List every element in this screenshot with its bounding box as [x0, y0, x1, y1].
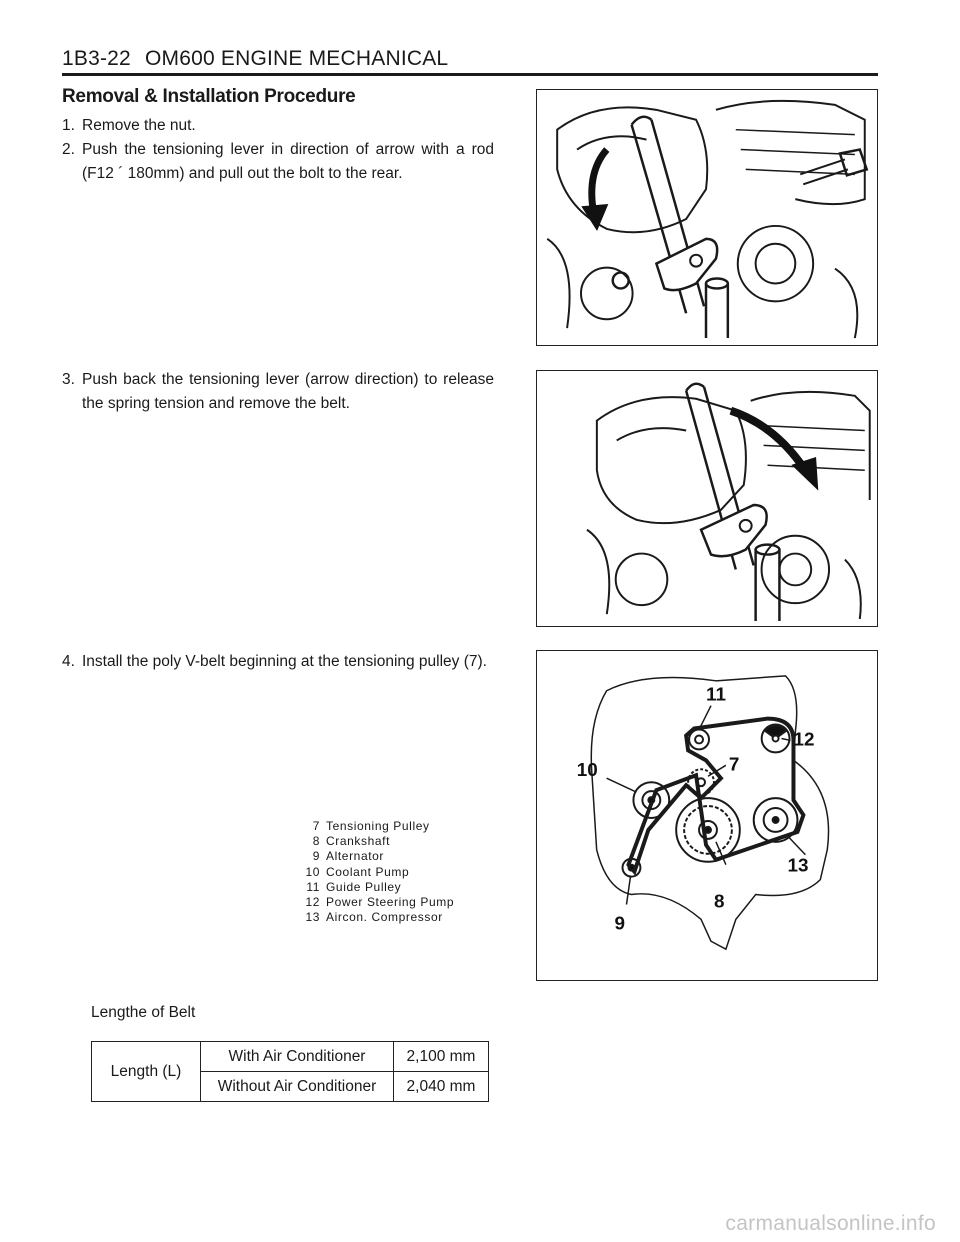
header-rule [62, 73, 878, 76]
legend-item [298, 865, 454, 880]
legend-label: Crankshaft [326, 834, 391, 849]
step-number: 1. [62, 117, 75, 134]
legend-number: 11 [306, 879, 320, 894]
condition-cell: Without Air Conditioner [201, 1072, 394, 1102]
legend-item [298, 880, 454, 895]
step-number: 3. [62, 371, 75, 388]
callout-13: 13 [787, 855, 809, 877]
belt-length-table [91, 1041, 489, 1102]
value-cell: 2,100 mm [394, 1042, 489, 1072]
figure-tensioner-release [536, 370, 878, 627]
legend-label: Alternator [326, 849, 385, 864]
legend-number: 9 [312, 849, 320, 864]
engine-illustration-1 [537, 90, 877, 345]
figure-legend [298, 819, 454, 925]
value-cell: 2,040 mm [394, 1072, 489, 1102]
step-text: Remove the nut. [82, 117, 196, 134]
legend-item [298, 849, 454, 864]
legend-item [298, 819, 454, 834]
legend-number: 12 [305, 895, 320, 910]
legend-label: Aircon. Compressor [326, 910, 443, 925]
legend-label: Tensioning Pulley [326, 819, 430, 833]
step-number: 4. [62, 653, 75, 670]
step-text: Push the tensioning lever in direction of arrow with a rod (F12 ´ 180mm) and pull out the bolt to the rear. [82, 141, 494, 182]
legend-number: 13 [305, 910, 320, 925]
step-3 [62, 368, 494, 416]
step-number: 2. [62, 141, 75, 158]
legend-item [298, 834, 454, 849]
legend-label: Power Steering Pump [326, 895, 455, 910]
figure-tensioner-push [536, 89, 878, 346]
step-4 [62, 650, 502, 674]
step-1 [62, 114, 494, 138]
step-text: Push back the tensioning lever (arrow direction) to release the spring tension and remove the belt. [82, 371, 494, 412]
section-name: OM600 ENGINE MECHANICAL [144, 47, 449, 70]
condition-cell: With Air Conditioner [201, 1042, 394, 1072]
callout-7: 7 [728, 754, 740, 776]
watermark: carmanualsonline.info [725, 1212, 936, 1235]
legend-number: 8 [312, 834, 320, 849]
legend-number: 7 [312, 819, 320, 833]
callout-8: 8 [713, 891, 725, 913]
row-label: Length (L) [92, 1042, 201, 1102]
step-2 [62, 138, 494, 186]
belt-routing-diagram [537, 651, 877, 980]
engine-illustration-2 [537, 371, 877, 626]
callout-9: 9 [614, 913, 626, 935]
callout-10: 10 [576, 760, 598, 782]
legend-item [298, 910, 454, 925]
figure-belt-routing [536, 650, 878, 981]
step-text: Install the poly V-belt beginning at the tensioning pulley (7). [82, 653, 487, 670]
legend-label: Coolant Pump [326, 864, 410, 879]
table-row [92, 1042, 489, 1072]
page-header [62, 44, 878, 74]
page-code: 1B3-22 [62, 47, 131, 70]
callout-11: 11 [706, 684, 726, 706]
section-title: Removal & Installation Procedure [62, 86, 356, 107]
pulley-11 [689, 730, 709, 750]
legend-item [298, 895, 454, 910]
belt-length-caption: Lengthe of Belt [91, 1004, 196, 1021]
legend-number: 10 [305, 864, 320, 879]
pulley-8 [676, 798, 740, 862]
callout-12: 12 [793, 729, 815, 751]
pulley-12 [762, 725, 790, 753]
pulley-13 [754, 798, 798, 842]
pulley-10 [633, 782, 669, 818]
legend-label: Guide Pulley [326, 879, 402, 894]
pulley-7 [688, 769, 714, 795]
